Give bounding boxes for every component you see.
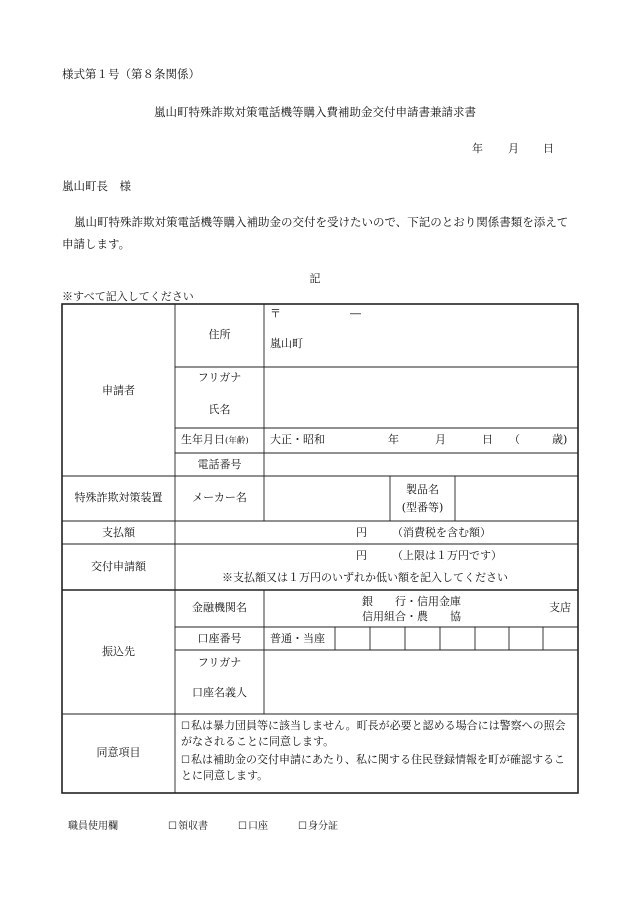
address-label: 住所 [208, 328, 231, 341]
address-town[interactable]: 嵐山町 [270, 337, 303, 350]
bank-name-label: 金融機関名 [192, 601, 247, 614]
checkbox-icon[interactable]: ☐ [181, 721, 190, 732]
addressee: 嵐山町長 様 [62, 179, 131, 193]
check-id[interactable]: ☐身分証 [298, 821, 338, 832]
dob-year-label: 年 [388, 433, 399, 446]
dob-day-label: 日 [482, 433, 493, 446]
account-holder-label: 口座名義人 [192, 686, 247, 699]
grant-rule-note: ※支払額又は１万円のいずれか低い額を記入してください [222, 571, 508, 584]
name-furigana-label: フリガナ [197, 371, 242, 384]
check-account[interactable]: ☐口座 [238, 821, 268, 832]
consent-label: 同意項目 [96, 746, 141, 759]
account-type[interactable]: 普通・当座 [270, 632, 325, 645]
dob-month-label: 月 [435, 433, 446, 446]
applicant-label: 申請者 [102, 384, 135, 397]
checkbox-icon[interactable]: ☐ [168, 821, 177, 832]
postal-dash: ― [350, 307, 361, 320]
age-label: 歳) [552, 433, 568, 446]
payment-label: 支払額 [102, 526, 135, 539]
consent-item-registry[interactable]: ☐私は補助金の交付申請にあたり、私に関する住民登録情報を町が確認することに同意します。 [181, 753, 565, 782]
account-number-label: 口座番号 [197, 632, 242, 645]
consent-item-police[interactable]: ☐私は暴力団員等に該当しません。町長が必要と認める場合には警察への照会がなされることに同意します。 [181, 719, 566, 748]
date-year-label: 年 [472, 142, 483, 155]
fill-all-note: ※すべて記入してください [62, 290, 194, 303]
name-label: 氏名 [208, 403, 231, 416]
holder-furigana-label: フリガナ [197, 656, 242, 669]
grant-yen: 円 [356, 549, 367, 562]
checkbox-icon[interactable]: ☐ [298, 821, 307, 832]
device-label: 特殊詐欺対策装置 [74, 491, 163, 504]
postal-mark: 〒 [270, 307, 281, 320]
phone-label: 電話番号 [197, 458, 242, 471]
ki-heading: 記 [309, 272, 321, 285]
maker-label: メーカー名 [192, 491, 247, 504]
bank-type-line2: 信用組合・農 協 [362, 610, 461, 623]
grant-label: 交付申請額 [91, 560, 146, 573]
checkbox-icon[interactable]: ☐ [181, 755, 190, 766]
product-model-label: (型番等) [401, 501, 444, 514]
payment-tax-note: （消費税を含む額） [392, 526, 491, 539]
payment-yen: 円 [356, 526, 367, 539]
dob-era[interactable]: 大正・昭和 [270, 433, 325, 446]
date-day-label: 日 [543, 142, 554, 155]
checkbox-icon[interactable]: ☐ [238, 821, 247, 832]
transfer-label: 振込先 [102, 645, 135, 658]
dob-label: 生年月日(年齢) [181, 433, 249, 446]
check-receipt[interactable]: ☐領収書 [168, 821, 208, 832]
office-use-label: 職員使用欄 [68, 821, 118, 832]
date-month-label: 月 [508, 142, 519, 155]
age-open-paren: （ [509, 433, 520, 446]
page-title: 嵐山町特殊詐欺対策電話機等購入費補助金交付申請書兼請求書 [154, 105, 476, 119]
branch-label: 支店 [549, 601, 571, 614]
form-number: 様式第１号（第８条関係） [62, 67, 200, 81]
product-label: 製品名 [406, 483, 439, 496]
intro-text: 嵐山町特殊詐欺対策電話機等購入補助金の交付を受けたいので、下記のとおり関係書類を添えて申請します。 [62, 215, 569, 251]
bank-type-line1: 銀 行・信用金庫 [362, 595, 461, 608]
grant-limit-note: （上限は１万円です） [392, 549, 502, 562]
